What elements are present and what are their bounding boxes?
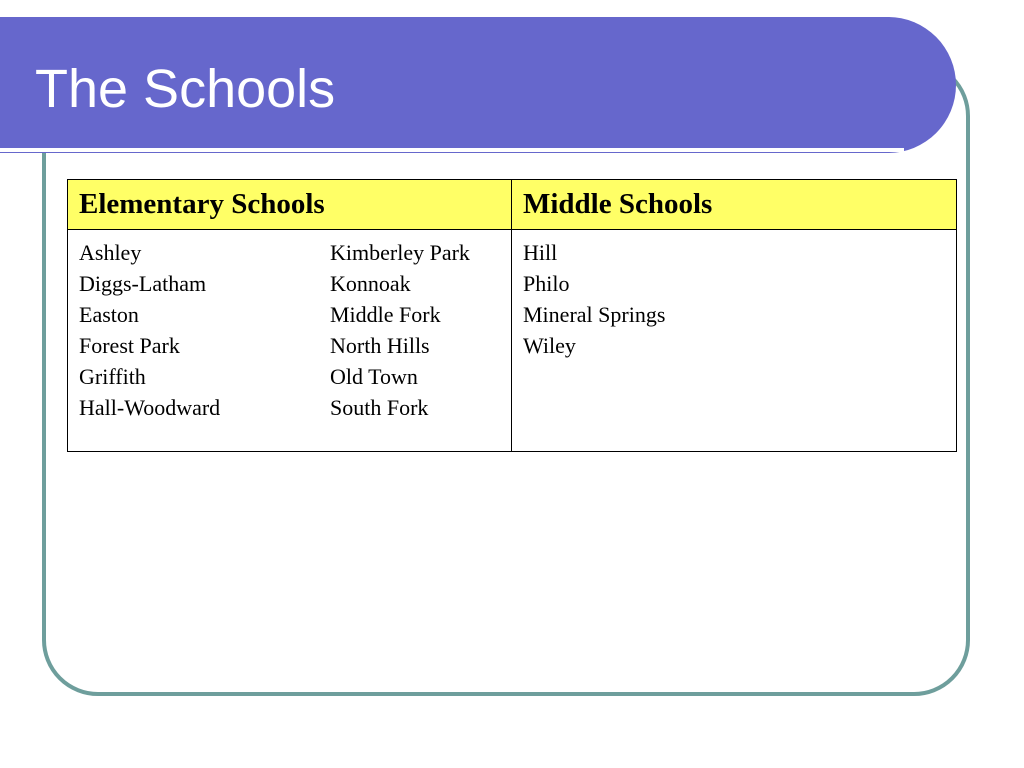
school-name: Ashley xyxy=(79,240,142,265)
table-header-row xyxy=(68,180,957,230)
school-name: Mineral Springs xyxy=(523,302,666,327)
school-name: Griffith xyxy=(79,364,146,389)
school-name: South Fork xyxy=(330,395,429,420)
elementary-list-left xyxy=(79,237,330,423)
school-name: Easton xyxy=(79,302,139,327)
elementary-schools-cell xyxy=(68,230,512,452)
school-name: Wiley xyxy=(523,333,576,358)
table-row xyxy=(68,230,957,452)
elementary-list-right xyxy=(330,237,500,423)
title-underline xyxy=(0,148,904,152)
school-name: Middle Fork xyxy=(330,302,441,327)
school-name: Diggs-Latham xyxy=(79,271,207,296)
school-name: Old Town xyxy=(330,364,418,389)
school-name: Kimberley Park xyxy=(330,240,470,265)
school-name: Philo xyxy=(523,271,570,296)
school-name: Konnoak xyxy=(330,271,411,296)
school-name: Forest Park xyxy=(79,333,180,358)
school-name: North Hills xyxy=(330,333,430,358)
header-middle-schools: Middle Schools xyxy=(512,180,957,230)
school-name: Hill xyxy=(523,240,558,265)
slide-title: The Schools xyxy=(35,59,336,119)
title-bar xyxy=(0,17,956,153)
schools-table xyxy=(67,179,957,452)
middle-schools-cell xyxy=(512,230,957,452)
header-elementary-schools: Elementary Schools xyxy=(68,180,512,230)
school-name: Hall-Woodward xyxy=(79,395,221,420)
